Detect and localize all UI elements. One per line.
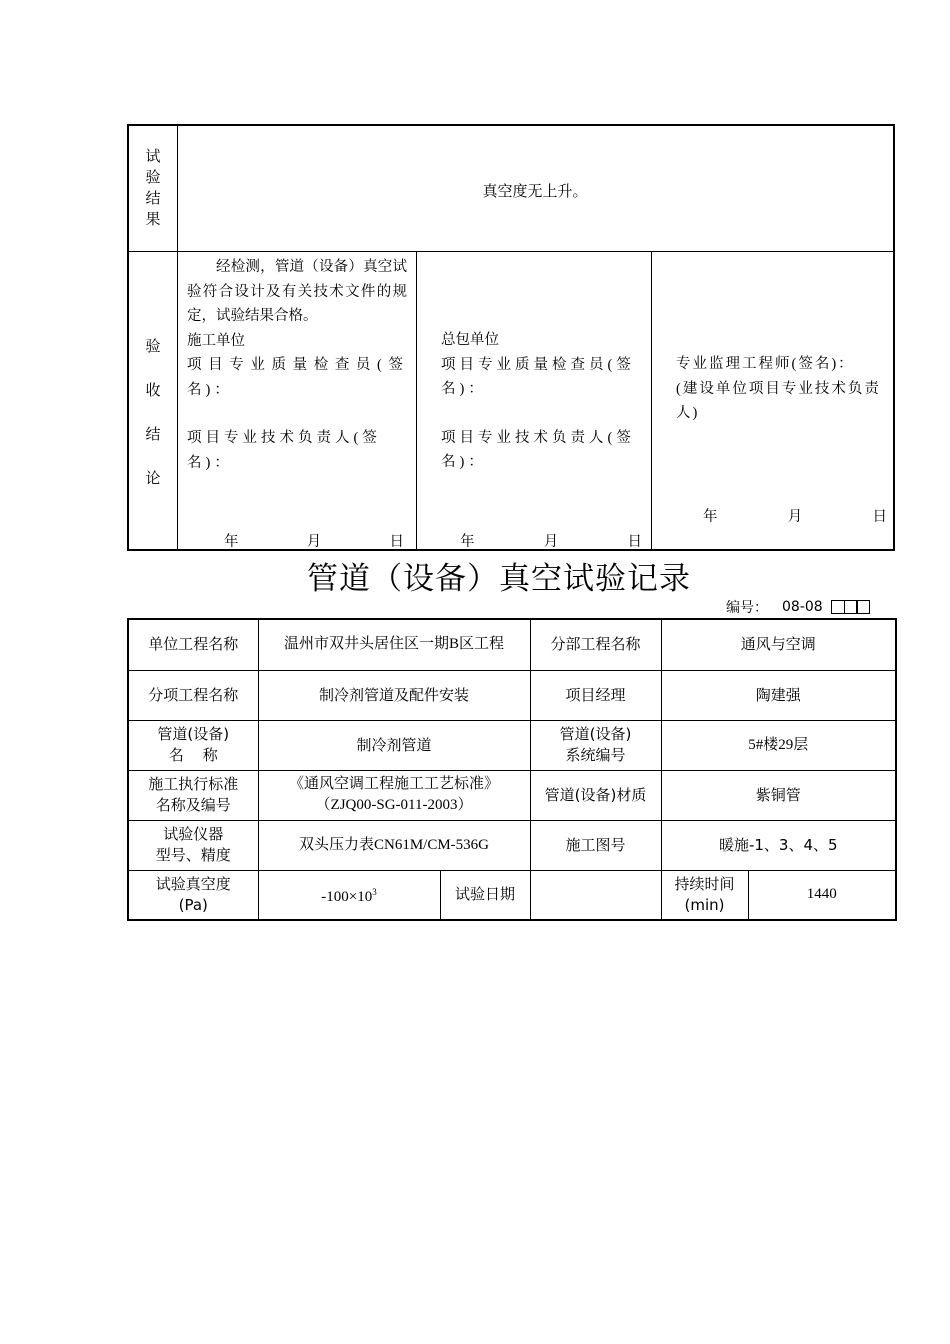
supervisor-signature: 专业监理工程师(签名)： — [676, 356, 855, 372]
manager-value: 陶建强 — [661, 670, 896, 720]
standard-label — [128, 770, 258, 820]
document-number-value: 08-08 — [782, 599, 823, 615]
label-line: 管道(设备) — [559, 725, 632, 743]
test-date-label: 试验日期 — [440, 870, 530, 920]
material-value: 紫铜管 — [661, 770, 896, 820]
label-char: 验 — [145, 337, 161, 355]
label-char: 结 — [145, 425, 161, 443]
column-divider-2 — [651, 252, 652, 549]
construction-unit-date — [224, 530, 404, 551]
quality-inspector-signature: 项目专业质量检查员(签名)： — [187, 357, 407, 398]
date-month: 月 — [543, 534, 559, 550]
duration-label — [661, 870, 748, 920]
standard-value — [258, 770, 530, 820]
label-line: (Pa) — [178, 895, 208, 914]
column-divider-1 — [416, 252, 417, 549]
date-day: 日 — [627, 534, 642, 550]
owner-tech-lead-note: (建设单位项目专业技术负责人) — [676, 380, 881, 421]
date-month: 月 — [306, 534, 322, 550]
supervisor-date — [703, 505, 887, 526]
general-contractor-label: 总包单位 — [441, 332, 499, 348]
system-number-value: 5#楼29层 — [661, 720, 896, 770]
material-label: 管道(设备)材质 — [530, 770, 661, 820]
vacuum-exponent: 3 — [372, 886, 377, 897]
acceptance-table — [127, 124, 895, 551]
vacuum-base: -100×10 — [321, 888, 373, 905]
label-char: 验 — [145, 168, 161, 186]
result-text: 真空度无上升。 — [482, 182, 588, 200]
label-char: 试 — [145, 147, 161, 165]
number-entry-boxes — [833, 600, 871, 614]
construction-unit-column — [187, 255, 407, 475]
instrument-value: 双头压力表CN61M/CM-536G — [258, 820, 530, 870]
number-box — [856, 600, 870, 614]
label-line: 型号、精度 — [155, 846, 231, 864]
label-line: 名 称 — [168, 746, 218, 764]
tech-lead-signature: 项目专业技术负责人(签名)： — [441, 429, 635, 470]
unit-project-value: 温州市双井头居住区一期B区工程 — [258, 619, 530, 670]
label-line: 管道(设备) — [157, 725, 230, 743]
unit-project-label: 单位工程名称 — [128, 619, 258, 670]
general-contractor-column — [441, 328, 643, 475]
subitem-value: 制冷剂管道及配件安装 — [258, 670, 530, 720]
label-char: 果 — [145, 210, 161, 228]
construction-unit-label: 施工单位 — [187, 332, 245, 349]
label-line: 名称及编号 — [155, 796, 231, 814]
standard-code: （ZJQ00-SG-011-2003） — [315, 797, 473, 813]
label-line: 施工执行标准 — [148, 775, 239, 793]
supervisor-column — [676, 352, 888, 426]
division-value: 通风与空调 — [661, 619, 896, 670]
label-char: 结 — [145, 189, 161, 207]
duration-value: 1440 — [748, 870, 896, 920]
system-number-label — [530, 720, 661, 770]
date-day: 日 — [872, 509, 887, 525]
results-side-label — [129, 146, 177, 230]
pipe-name-value: 制冷剂管道 — [258, 720, 530, 770]
document-number — [726, 597, 870, 617]
drawing-label: 施工图号 — [530, 820, 661, 870]
conclusion-side-label — [129, 324, 177, 500]
vacuum-value — [258, 870, 440, 920]
quality-inspector-signature: 项目专业质量检查员(签名)： — [441, 356, 635, 397]
date-day: 日 — [389, 534, 404, 550]
test-date-value[interactable] — [530, 870, 661, 920]
date-year: 年 — [460, 534, 475, 550]
results-divider — [129, 251, 893, 252]
standard-name: 《通风空调工程施工工艺标准》 — [289, 776, 500, 792]
label-line: 试验真空度 — [155, 874, 231, 893]
label-line: (min) — [684, 895, 725, 914]
tech-lead-signature: 项目专业技术负责人(签名)： — [187, 430, 381, 471]
division-label: 分部工程名称 — [530, 619, 661, 670]
subitem-label: 分项工程名称 — [128, 670, 258, 720]
document-title: 管道（设备）真空试验记录 — [307, 561, 691, 597]
drawing-value: 暖施-1、3、4、5 — [661, 820, 896, 870]
instrument-label — [128, 820, 258, 870]
label-line: 持续时间 — [674, 874, 735, 893]
label-char: 论 — [145, 469, 161, 487]
date-month: 月 — [787, 509, 803, 525]
vacuum-test-record-table — [127, 618, 897, 921]
pipe-name-label — [128, 720, 258, 770]
manager-label: 项目经理 — [530, 670, 661, 720]
date-year: 年 — [224, 534, 239, 550]
date-year: 年 — [703, 509, 718, 525]
label-line: 试验仪器 — [163, 825, 224, 843]
inspection-statement: 经检测，管道（设备）真空试验符合设计及有关技术文件的规定，试验结果合格。 — [187, 259, 407, 324]
label-char: 收 — [145, 381, 161, 399]
label-line: 系统编号 — [565, 746, 626, 764]
vacuum-label — [128, 870, 258, 920]
document-number-label: 编号： — [726, 600, 768, 616]
general-contractor-date — [460, 530, 642, 551]
